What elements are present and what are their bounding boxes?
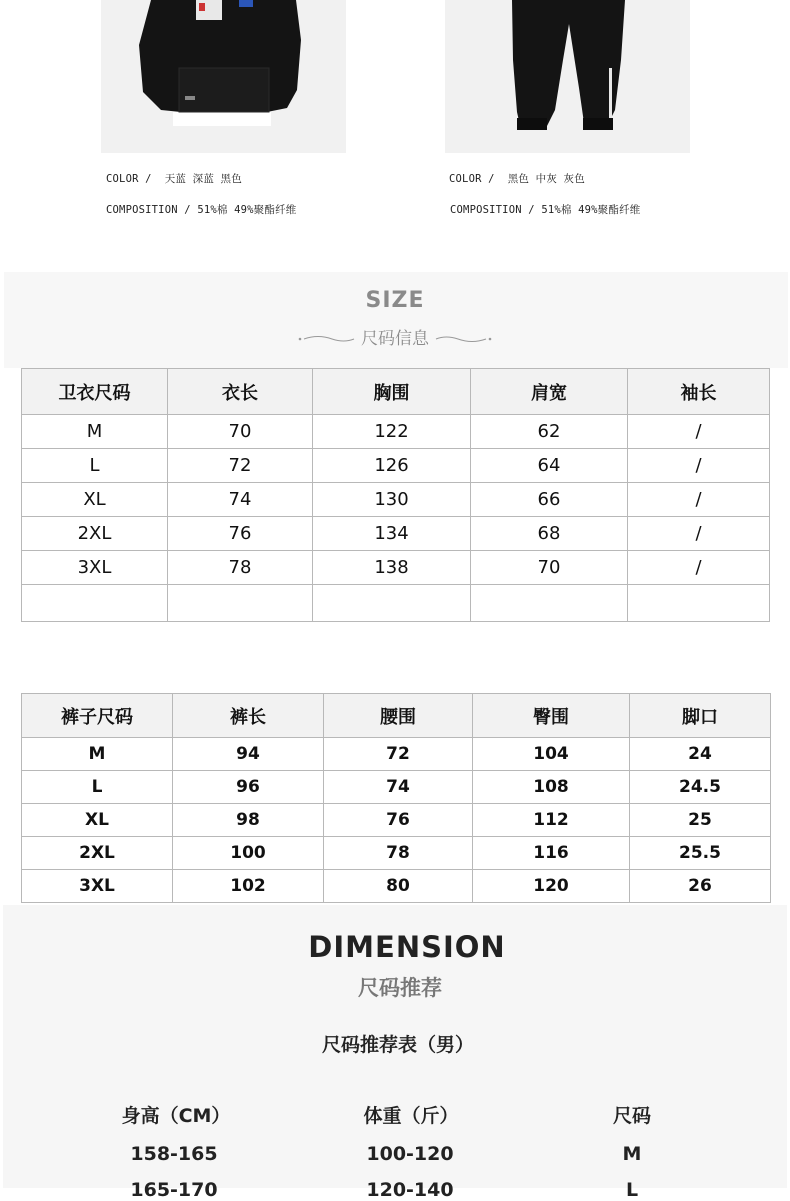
composition-label: COMPOSITION / (106, 204, 191, 216)
table-cell: 70 (471, 551, 628, 585)
size-subtitle-text: 尺码信息 (361, 329, 429, 349)
table-cell: 94 (173, 738, 324, 771)
table-cell: 120 (473, 870, 630, 903)
table-cell: 104 (473, 738, 630, 771)
table-cell: 98 (173, 804, 324, 837)
recommend-header-weight: 体重（斤） (363, 1105, 459, 1127)
table-cell: 68 (471, 517, 628, 551)
table-cell: 62 (471, 415, 628, 449)
color-values: 天蓝 深蓝 黑色 (164, 173, 242, 185)
table-cell: 3XL (22, 551, 168, 585)
table-cell: 74 (324, 771, 473, 804)
color-label: COLOR / (106, 173, 152, 185)
table-cell: 80 (324, 870, 473, 903)
table-cell: 3XL (22, 870, 173, 903)
table-cell: 25.5 (630, 837, 771, 870)
recommend-cell: 120-140 (366, 1179, 454, 1201)
composition-label: COMPOSITION / (450, 204, 535, 216)
table-cell (22, 585, 168, 622)
table-row-empty (22, 585, 770, 622)
table-row (22, 517, 770, 551)
table-cell: 100 (173, 837, 324, 870)
dimension-title: DIMENSION (308, 930, 506, 964)
composition-values: 51%棉 49%聚酯纤维 (197, 204, 297, 216)
table-cell: 25 (630, 804, 771, 837)
table-cell: / (628, 483, 770, 517)
header-cell: 裤子尺码 (22, 694, 173, 738)
table-cell: L (22, 449, 168, 483)
pants-photo (445, 0, 690, 153)
table-cell: 134 (313, 517, 471, 551)
recommend-header-height: 身高（CM） (121, 1105, 231, 1127)
composition-values: 51%棉 49%聚酯纤维 (541, 204, 641, 216)
pants-color-line (449, 171, 585, 186)
table-cell: 78 (324, 837, 473, 870)
header-cell: 脚口 (630, 694, 771, 738)
table-cell: 112 (473, 804, 630, 837)
table-cell: 78 (168, 551, 313, 585)
table-cell: XL (22, 483, 168, 517)
table-cell: L (22, 771, 173, 804)
recommend-table-title: 尺码推荐表（男） (321, 1034, 474, 1056)
table-cell (313, 585, 471, 622)
table-row (22, 738, 771, 771)
table-cell: 108 (473, 771, 630, 804)
size-banner (4, 272, 788, 368)
table-cell: 70 (168, 415, 313, 449)
pants-size-table (21, 693, 771, 903)
table-cell: M (22, 415, 168, 449)
hoodie-color-line (106, 171, 242, 186)
table-row (22, 837, 771, 870)
table-cell: 26 (630, 870, 771, 903)
recommend-cell: 100-120 (366, 1143, 454, 1165)
table-cell: 2XL (22, 837, 173, 870)
table-header-row (22, 369, 770, 415)
table-cell: 74 (168, 483, 313, 517)
recommend-cell: L (625, 1179, 639, 1201)
table-row (22, 483, 770, 517)
recommend-cell: M (622, 1143, 642, 1165)
table-cell: 72 (168, 449, 313, 483)
table-cell: 24.5 (630, 771, 771, 804)
table-cell: 76 (168, 517, 313, 551)
table-cell: 116 (473, 837, 630, 870)
table-cell: XL (22, 804, 173, 837)
table-cell: M (22, 738, 173, 771)
header-cell: 臀围 (473, 694, 630, 738)
table-cell (628, 585, 770, 622)
table-cell: / (628, 415, 770, 449)
table-cell: 64 (471, 449, 628, 483)
table-row (22, 804, 771, 837)
ornament-left-icon (298, 334, 356, 344)
table-cell: / (628, 449, 770, 483)
size-subtitle (0, 324, 790, 349)
table-cell: 130 (313, 483, 471, 517)
table-cell: 2XL (22, 517, 168, 551)
header-cell: 袖长 (628, 369, 770, 415)
header-cell: 裤长 (173, 694, 324, 738)
header-cell: 肩宽 (471, 369, 628, 415)
table-cell: 66 (471, 483, 628, 517)
table-row (22, 551, 770, 585)
table-cell: 122 (313, 415, 471, 449)
table-cell (168, 585, 313, 622)
table-cell: 76 (324, 804, 473, 837)
table-cell: 138 (313, 551, 471, 585)
hoodie-composition-line (106, 202, 296, 217)
dimension-subtitle: 尺码推荐 (358, 976, 442, 1000)
color-values: 黑色 中灰 灰色 (507, 173, 585, 185)
table-row (22, 415, 770, 449)
hoodie-size-table (21, 368, 770, 622)
header-cell: 卫衣尺码 (22, 369, 168, 415)
table-cell: / (628, 551, 770, 585)
table-cell: 96 (173, 771, 324, 804)
table-cell: 72 (324, 738, 473, 771)
table-cell: / (628, 517, 770, 551)
table-row (22, 449, 770, 483)
table-row (22, 870, 771, 903)
recommend-cell: 158-165 (130, 1143, 218, 1165)
table-row (22, 771, 771, 804)
table-cell: 102 (173, 870, 324, 903)
header-cell: 衣长 (168, 369, 313, 415)
table-header-row (22, 694, 771, 738)
table-cell (471, 585, 628, 622)
table-cell: 126 (313, 449, 471, 483)
hoodie-photo (101, 0, 346, 153)
recommend-header-size: 尺码 (612, 1105, 651, 1127)
size-title: SIZE (365, 288, 425, 313)
recommend-cell: 165-170 (130, 1179, 218, 1201)
table-cell: 24 (630, 738, 771, 771)
color-label: COLOR / (449, 173, 495, 185)
pants-composition-line (450, 202, 640, 217)
header-cell: 胸围 (313, 369, 471, 415)
ornament-right-icon (434, 334, 492, 344)
header-cell: 腰围 (324, 694, 473, 738)
